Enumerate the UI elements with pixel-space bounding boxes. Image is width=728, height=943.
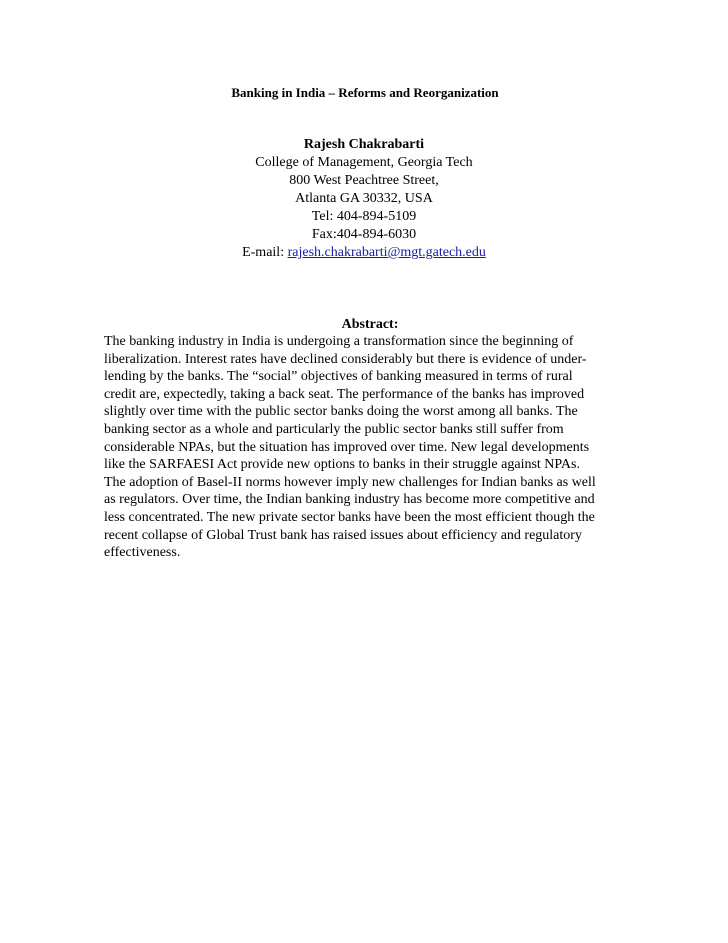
email-prefix: E-mail: (242, 245, 288, 260)
abstract-line: considerable NPAs, but the situation has improved over time. New legal developments (104, 439, 590, 455)
abstract-line: less concentrated. The new private sector banks have been the most efficient though the (104, 509, 595, 525)
paper-title: Banking in India – Reforms and Reorganization (231, 85, 499, 100)
abstract-heading: Abstract: (341, 317, 399, 332)
author-name: Rajesh Chakrabarti (303, 137, 425, 152)
author-city: Atlanta GA 30332, USA (295, 191, 433, 206)
author-email-line (0, 244, 728, 262)
abstract-line: slightly over time with the public sector banks doing the worst among all banks. The (104, 404, 578, 420)
author-affiliation: College of Management, Georgia Tech (255, 155, 473, 170)
author-fax: Fax:404-894-6030 (311, 227, 417, 242)
author-tel: Tel: 404-894-5109 (311, 209, 417, 224)
abstract-line: The adoption of Basel-II norms however imply new challenges for Indian banks as well (104, 474, 596, 490)
abstract-line: effectiveness. (104, 545, 181, 561)
abstract-line: recent collapse of Global Trust bank has raised issues about efficiency and regulatory (104, 527, 582, 543)
email-link[interactable]: rajesh.chakrabarti@mgt.gatech.edu (287, 245, 486, 260)
abstract-line: lending by the banks. The “social” objectives of banking measured in terms of rural (104, 369, 573, 385)
abstract-line: liberalization. Interest rates have declined considerably but there is evidence of under- (104, 351, 587, 367)
abstract-line: The banking industry in India is undergoing a transformation since the beginning of (104, 334, 574, 349)
abstract-line: as regulators. Over time, the Indian banking industry has become more competitive and (104, 492, 595, 508)
abstract-line: credit are, expectedly, taking a back seat. The performance of the banks has improved (104, 386, 585, 402)
abstract-body (104, 333, 614, 562)
author-street: 800 West Peachtree Street, (289, 173, 439, 188)
abstract-line: like the SARFAESI Act provide new options to banks in their struggle against NPAs. (104, 457, 580, 473)
author-block (0, 136, 728, 262)
abstract-line: banking sector as a whole and particularly the public sector banks still suffer from (104, 421, 564, 437)
